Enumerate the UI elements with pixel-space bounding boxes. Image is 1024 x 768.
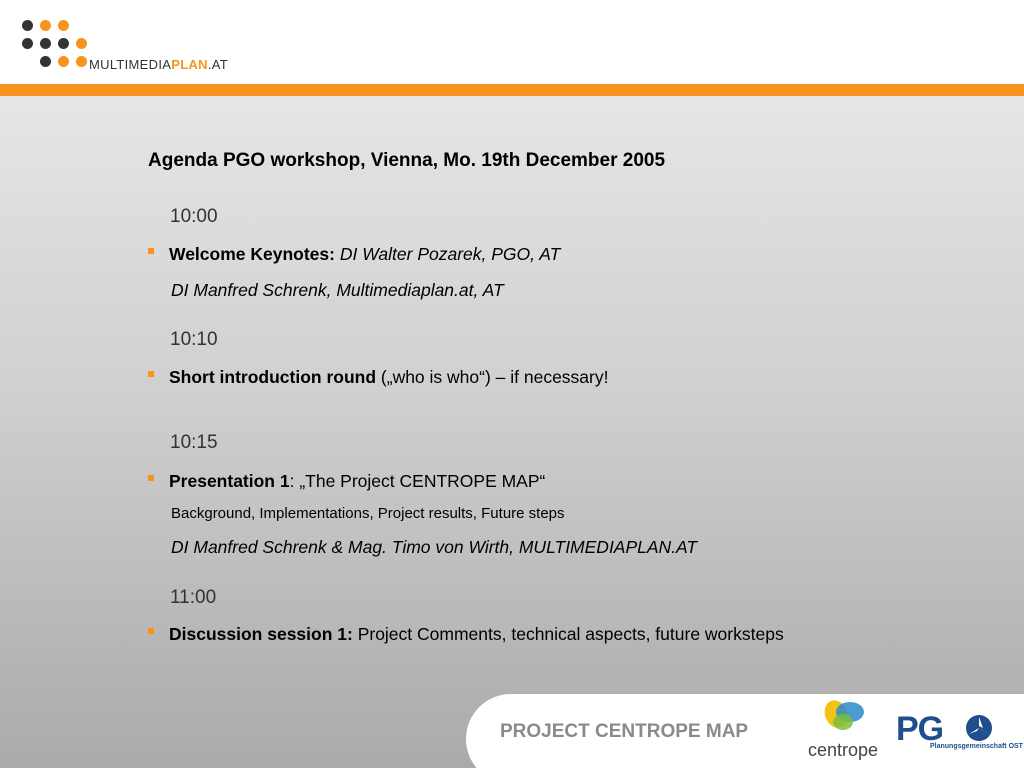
logo-dot: [22, 20, 33, 31]
agenda-title: Agenda PGO workshop, Vienna, Mo. 19th December 2005: [148, 150, 666, 171]
footer-project-title: PROJECT CENTROPE MAP: [500, 721, 749, 742]
agenda-item-heading: Discussion session 1:: [169, 624, 353, 644]
agenda-item-description: Background, Implementations, Project results, Future steps: [171, 505, 565, 522]
logo-text-accent: PLAN: [171, 57, 208, 72]
agenda-time: 10:00: [170, 206, 218, 227]
logo-dot: [58, 56, 69, 67]
agenda-item-heading: Welcome Keynotes:: [169, 244, 335, 264]
logo-dot: [76, 38, 87, 49]
logo-text-suffix: .AT: [207, 57, 228, 72]
logo-dot: [58, 38, 69, 49]
logo-dot: [22, 38, 33, 49]
agenda-item-detail: DI Walter Pozarek, PGO, AT: [334, 244, 561, 264]
agenda-item: [148, 244, 560, 265]
bullet-square-icon: [148, 475, 154, 481]
logo-text-main: MULTIMEDIA: [89, 57, 172, 72]
logo-dot: [76, 56, 87, 67]
pgo-logo-emblem-icon: [962, 713, 998, 743]
agenda-item-speaker: DI Manfred Schrenk & Mag. Timo von Wirth, MULTIMEDIAPLAN.AT: [171, 537, 698, 557]
logo-dot: [40, 20, 51, 31]
agenda-item-detail: („who is who“) – if necessary!: [376, 367, 609, 387]
agenda-item: [148, 367, 608, 388]
bullet-square-icon: [148, 628, 154, 634]
agenda-item-heading: Short introduction round: [169, 367, 377, 387]
agenda-item: [148, 624, 784, 645]
pgo-logo-letters: PG: [896, 710, 944, 748]
agenda-item-detail: : „The Project CENTROPE MAP“: [289, 471, 546, 491]
logo-dot: [40, 56, 51, 67]
logo-dot: [40, 38, 51, 49]
bullet-square-icon: [148, 371, 154, 377]
header-divider-bar: [0, 84, 1024, 96]
agenda-time: 10:10: [170, 329, 218, 350]
agenda-time: 11:00: [170, 587, 217, 608]
centrope-logo-text: centrope: [808, 740, 879, 760]
agenda-item: [148, 471, 545, 492]
multimediaplan-logo-dots: [22, 20, 86, 72]
logo-dot: [58, 20, 69, 31]
slide-background: [0, 96, 1024, 768]
agenda-item-heading: Presentation 1: [169, 471, 290, 491]
multimediaplan-logo-text: [89, 57, 228, 72]
pgo-logo-subtitle: Planungsgemeinschaft OST: [930, 743, 1023, 750]
agenda-time: 10:15: [170, 432, 218, 453]
agenda-item-detail: Project Comments, technical aspects, future worksteps: [352, 624, 784, 644]
agenda-item-speaker: DI Manfred Schrenk, Multimediaplan.at, AT: [171, 280, 504, 300]
bullet-square-icon: [148, 248, 154, 254]
header: [0, 0, 1024, 84]
